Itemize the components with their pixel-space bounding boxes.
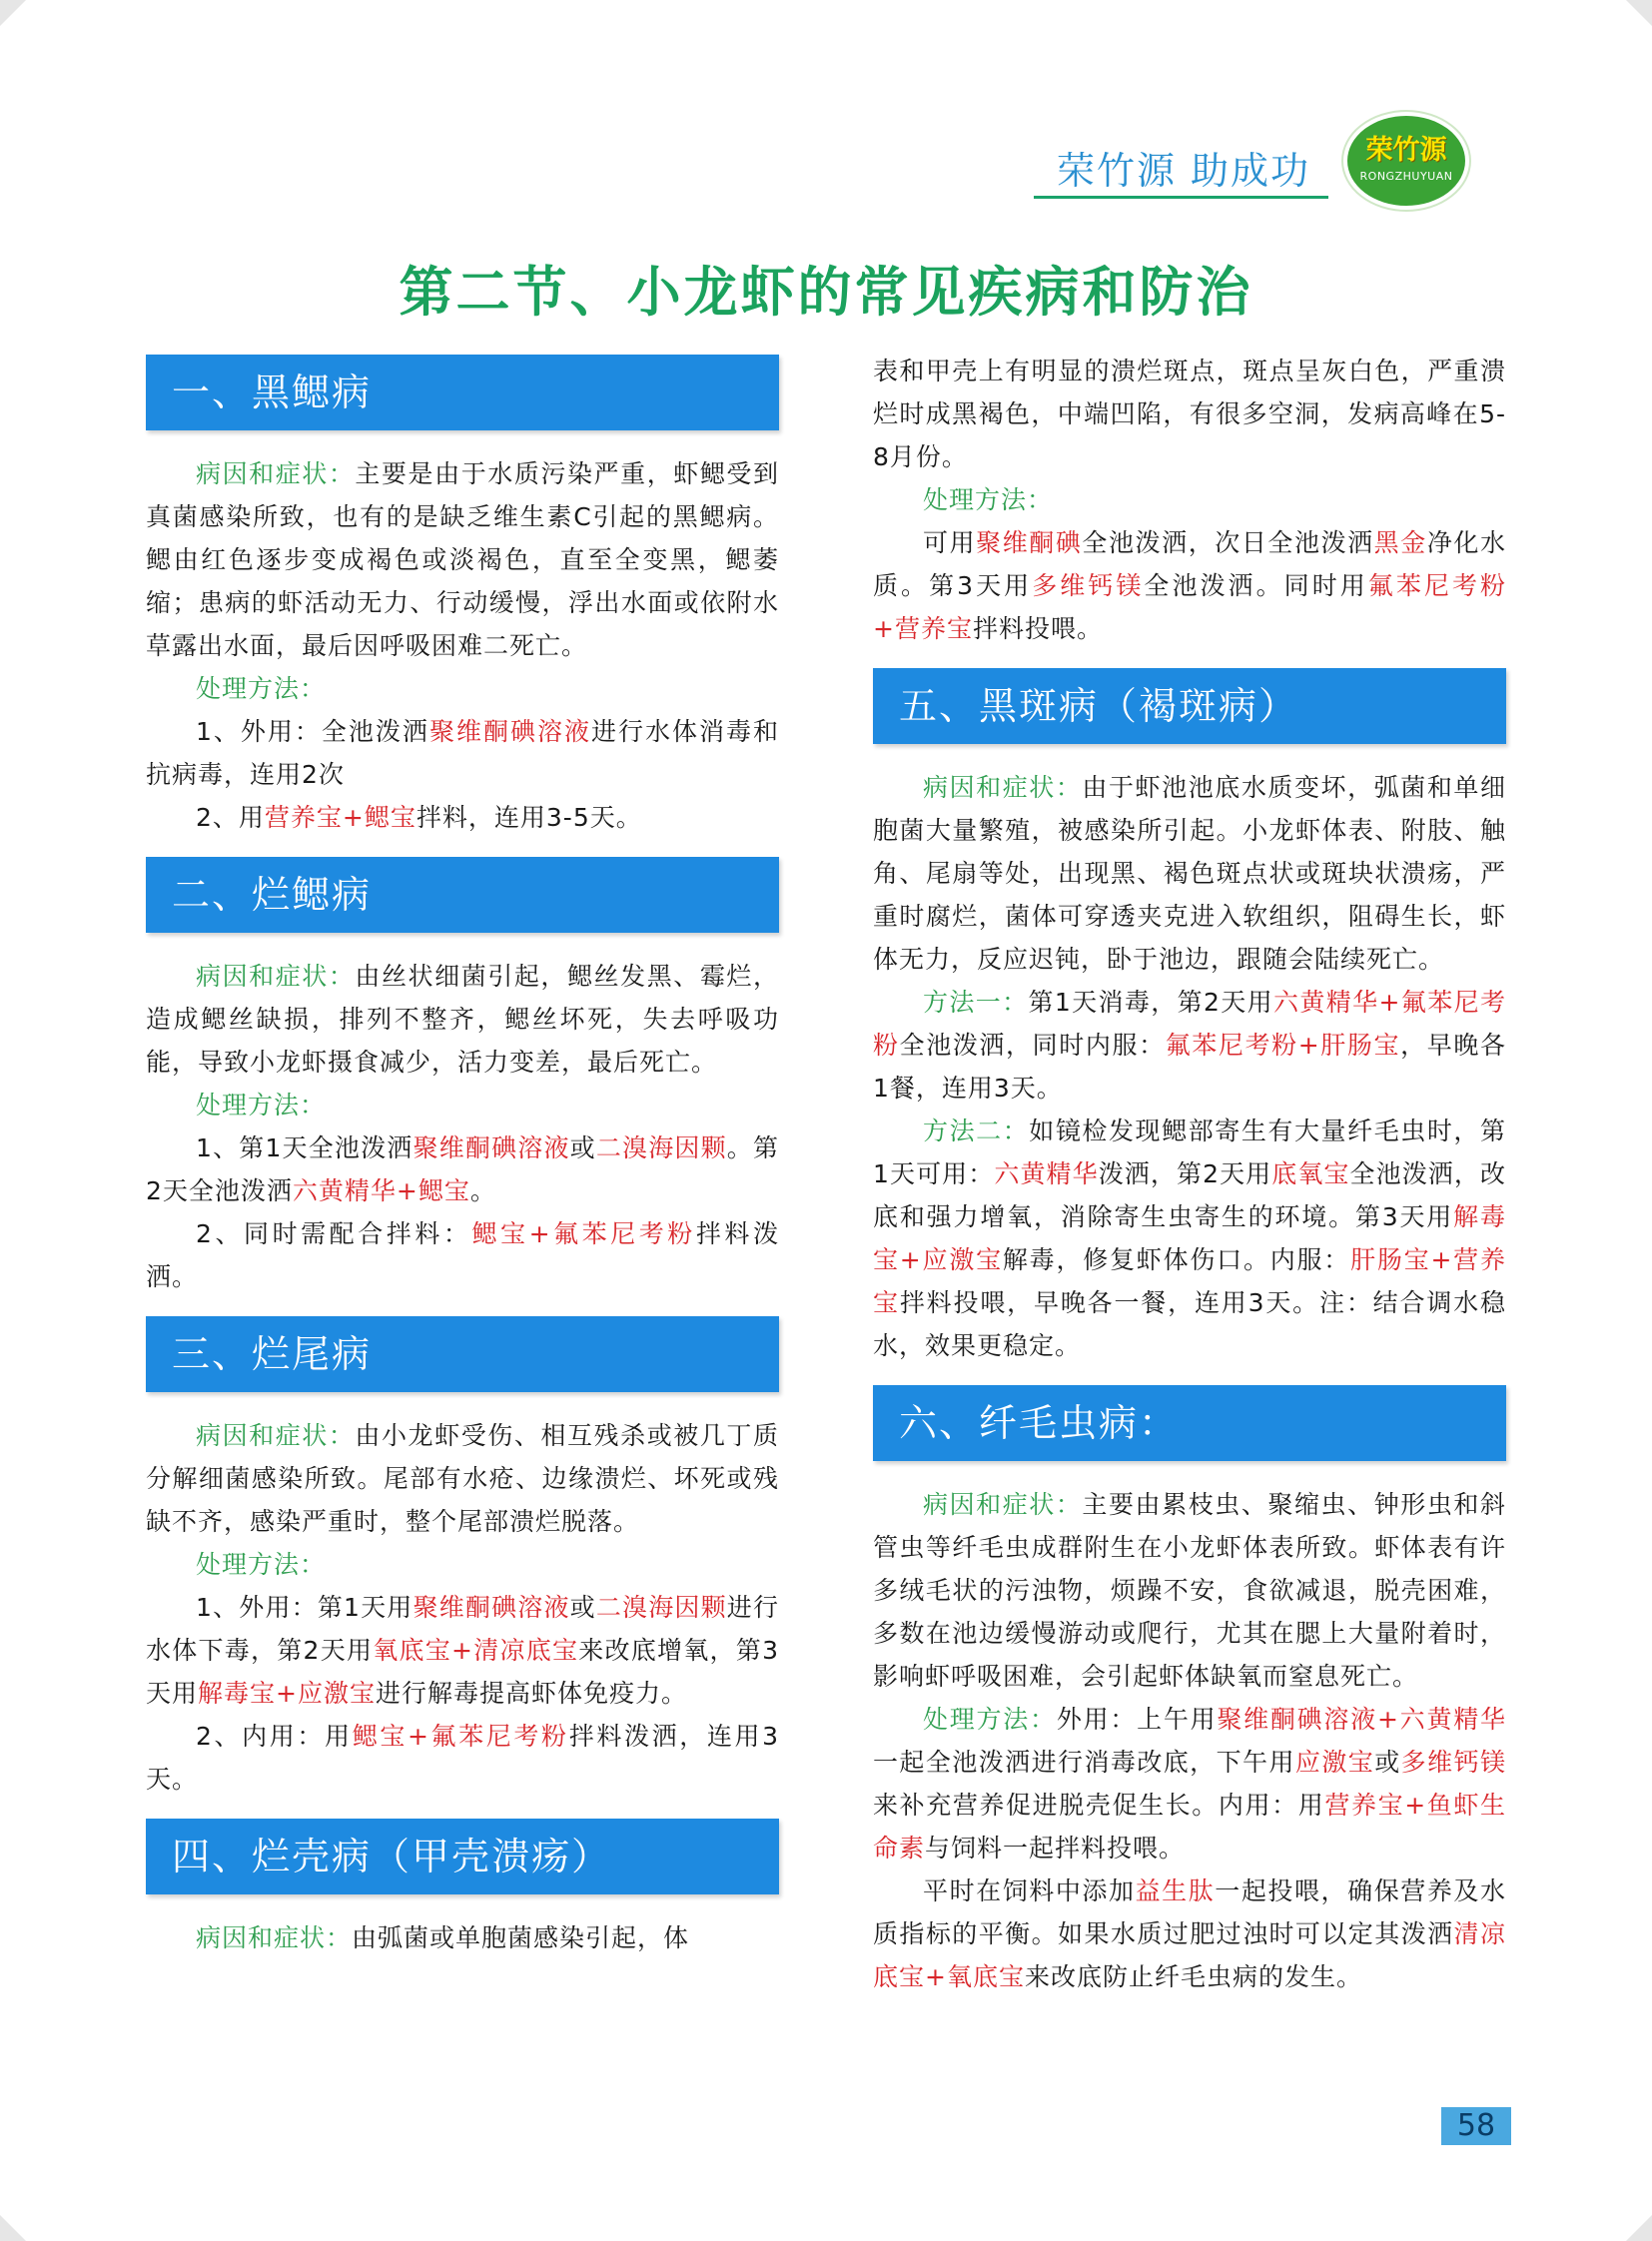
text: 来改底防止纤毛虫病的发生。 bbox=[1024, 1962, 1362, 1991]
product-name: 氟苯尼考粉 bbox=[1165, 1031, 1298, 1060]
text: 来改底增氧，第3天用 bbox=[146, 1636, 779, 1708]
method-label: 方法一： bbox=[923, 988, 1029, 1017]
product-name: 营养宝 bbox=[1324, 1791, 1405, 1820]
treatment-step bbox=[146, 1126, 779, 1212]
product-name: 肝肠宝 bbox=[1350, 1245, 1431, 1274]
text: 。 bbox=[469, 1176, 496, 1205]
text: 如镜检发现鳃部寄生有大量纤毛虫时，第1天可用： bbox=[873, 1117, 1506, 1188]
product-name: 鳃宝 bbox=[364, 803, 416, 832]
cause-paragraph bbox=[146, 1916, 779, 1959]
section-header-rotten-gill: 二、烂鳃病 bbox=[146, 857, 779, 933]
cause-text: 由于虾池池底水质变坏，弧菌和单细胞菌大量繁殖，被感染所引起。小龙虾体表、附肢、触角、尾扇等处，出现黑、褐色斑点状或斑块状溃疡，严重时腐烂，菌体可穿透夹克进入软组织，阻碍生长，虾体无力，反应迟钝，卧于池边，跟随会陆续死亡。 bbox=[873, 773, 1506, 974]
text: 1、第1天全池泼洒 bbox=[196, 1133, 413, 1162]
plus: + bbox=[276, 1679, 298, 1708]
plus: + bbox=[342, 803, 365, 832]
spacer bbox=[146, 1298, 779, 1316]
product-name: 鱼虾生命素 bbox=[873, 1791, 1506, 1863]
method-two bbox=[873, 1110, 1506, 1367]
plus: + bbox=[1430, 1245, 1453, 1274]
text: 全池泼洒，改底和强力增氧，消除寄生虫寄生的环境。第3天用 bbox=[873, 1159, 1506, 1231]
product-name: 肝肠宝 bbox=[1319, 1031, 1401, 1060]
page-number: 58 bbox=[1441, 2107, 1511, 2145]
text: 2、内用：用 bbox=[196, 1722, 353, 1751]
text: 可用 bbox=[923, 528, 977, 557]
product-name: 二溴海因颗 bbox=[595, 1593, 727, 1622]
treatment-step bbox=[146, 1212, 779, 1298]
text: 拌料泼洒。 bbox=[146, 1219, 779, 1291]
product-name: 氟苯尼考粉 bbox=[1367, 571, 1506, 600]
plus: + bbox=[925, 1962, 947, 1991]
product-name: 多维钙镁 bbox=[1032, 571, 1145, 600]
text: 外用：上午用 bbox=[1056, 1705, 1218, 1734]
plus: + bbox=[407, 1722, 429, 1751]
treatment-step bbox=[873, 1698, 1506, 1869]
page-corner bbox=[0, 0, 26, 26]
text: 净化水质。第3天用 bbox=[873, 528, 1506, 600]
treatment-step bbox=[146, 1586, 779, 1715]
text: 或 bbox=[569, 1593, 596, 1622]
page-corner bbox=[1626, 2215, 1652, 2241]
section-header-black-spot: 五、黑斑病（褐斑病） bbox=[873, 668, 1506, 744]
product-name: 黑金 bbox=[1373, 528, 1427, 557]
product-name: 营养宝 bbox=[264, 803, 343, 832]
text: 拌料泼洒，连用3天。 bbox=[146, 1722, 779, 1794]
product-name: 营养宝 bbox=[894, 614, 973, 643]
page-title: 第二节、小龙虾的常见疾病和防治 bbox=[399, 261, 1253, 324]
product-name: 应激宝 bbox=[1294, 1748, 1375, 1777]
cause-text: 由弧菌或单胞菌感染引起，体 bbox=[352, 1923, 690, 1952]
product-name: 解毒宝 bbox=[198, 1679, 277, 1708]
left-column bbox=[146, 355, 779, 1959]
plus: + bbox=[873, 614, 895, 643]
brand-logo bbox=[1343, 112, 1469, 210]
cause-paragraph bbox=[146, 1414, 779, 1543]
text: 拌料投喂。 bbox=[972, 614, 1103, 643]
text: 进行解毒提高虾体免疫力。 bbox=[376, 1679, 688, 1708]
product-name: 清凉底宝 bbox=[472, 1636, 579, 1665]
product-name: 营养宝 bbox=[873, 1245, 1506, 1317]
product-name: 六黄精华 bbox=[994, 1159, 1099, 1188]
product-name: 益生肽 bbox=[1135, 1876, 1216, 1905]
text: 全池泼洒，次日全池泼洒 bbox=[1082, 528, 1374, 557]
cause-label: 病因和症状： bbox=[196, 1421, 356, 1450]
product-name: 聚维酮碘溶液 bbox=[413, 1593, 570, 1622]
cause-label: 病因和症状： bbox=[196, 1923, 353, 1952]
product-name: 氧底宝 bbox=[946, 1962, 1025, 1991]
cause-paragraph bbox=[146, 452, 779, 667]
text: 1、外用：全池泼洒 bbox=[196, 717, 429, 746]
plus: + bbox=[528, 1219, 551, 1248]
cause-label: 病因和症状： bbox=[923, 1490, 1083, 1519]
product-name: 清凉底宝 bbox=[873, 1919, 1506, 1991]
cause-text: 主要是由于水质污染严重，虾鳃受到真菌感染所致，也有的是缺乏维生素C引起的黑鳃病。鳃由红色逐步变成褐色或淡褐色，直至全变黑，鳃萎缩；患病的虾活动无力、行动缓慢，浮出水面或依附水草露出水面，最后因呼吸困难二死亡。 bbox=[146, 459, 779, 660]
spacer bbox=[146, 839, 779, 857]
product-name: 氟苯尼考粉 bbox=[428, 1722, 569, 1751]
treatment-label: 处理方法： bbox=[923, 1705, 1057, 1734]
plus: + bbox=[1376, 1705, 1399, 1734]
text: 拌料，连用3-5天。 bbox=[415, 803, 642, 832]
spacer bbox=[873, 1367, 1506, 1385]
text: 与饲料一起拌料投喂。 bbox=[925, 1834, 1186, 1863]
product-name: 聚维酮碘溶液 bbox=[413, 1133, 570, 1162]
product-name: 聚维酮碘溶液 bbox=[428, 717, 591, 746]
treatment-label: 处理方法： bbox=[196, 674, 327, 703]
text: 或 bbox=[569, 1133, 596, 1162]
method-one bbox=[873, 981, 1506, 1110]
treatment-step bbox=[146, 1715, 779, 1801]
treatment-step bbox=[146, 796, 779, 839]
text: 全池泼洒，同时内服： bbox=[899, 1031, 1166, 1060]
product-name: 应激宝 bbox=[297, 1679, 376, 1708]
product-name: 氟苯尼考粉 bbox=[550, 1219, 696, 1248]
text: 1、外用：第1天用 bbox=[196, 1593, 413, 1622]
header-slogan: 荣竹源 助成功 bbox=[1056, 149, 1311, 193]
plus: + bbox=[451, 1636, 473, 1665]
logo-en-text: RONGZHUYUAN bbox=[1359, 170, 1453, 183]
section-header-ciliate: 六、纤毛虫病： bbox=[873, 1385, 1506, 1461]
daily-advice bbox=[873, 1869, 1506, 1998]
product-name: 六黄精华 bbox=[1273, 988, 1379, 1017]
cause-label: 病因和症状： bbox=[196, 459, 356, 488]
cause-paragraph bbox=[146, 955, 779, 1084]
text: 来补充营养促进脱壳促生长。内用：用 bbox=[873, 1791, 1325, 1820]
text: 。第2天全池泼洒 bbox=[146, 1133, 779, 1205]
treatment-label: 处理方法： bbox=[196, 1091, 327, 1120]
treatment-step bbox=[146, 710, 779, 796]
cause-continuation: 表和甲壳上有明显的溃烂斑点，斑点呈灰白色，严重溃烂时成黑褐色，中端凹陷，有很多空洞，发病高峰在5-8月份。 bbox=[873, 357, 1506, 471]
right-column bbox=[873, 350, 1506, 1998]
product-name: 鳃宝 bbox=[471, 1219, 529, 1248]
product-name: 解毒宝 bbox=[873, 1202, 1506, 1274]
product-name: 氟苯尼考粉 bbox=[873, 988, 1506, 1060]
product-name: 多维钙镁 bbox=[1400, 1748, 1506, 1777]
cause-label: 病因和症状： bbox=[196, 962, 356, 991]
page-corner bbox=[1626, 0, 1652, 26]
product-name: 氧底宝 bbox=[373, 1636, 452, 1665]
text: 第1天消毒，第2天用 bbox=[1028, 988, 1274, 1017]
text: 一起全池泼洒进行消毒改底，下午用 bbox=[873, 1748, 1295, 1777]
plus: + bbox=[1378, 988, 1401, 1017]
product-name: 鳃宝 bbox=[417, 1176, 470, 1205]
plus: + bbox=[899, 1245, 922, 1274]
text: 进行水体消毒和抗病毒，连用2次 bbox=[146, 717, 779, 789]
text: 泼洒，第2天用 bbox=[1098, 1159, 1272, 1188]
slogan-underline bbox=[1034, 196, 1328, 199]
product-name: 聚维酮碘溶液 bbox=[1217, 1705, 1377, 1734]
text: 一起投喂，确保营养及水质指标的平衡。如果水质过肥过浊时可以定其泼洒 bbox=[873, 1876, 1506, 1948]
text: 全池泼洒。同时用 bbox=[1144, 571, 1368, 600]
text: 进行水体下毒，第2天用 bbox=[146, 1593, 779, 1665]
product-name: 鳃宝 bbox=[352, 1722, 408, 1751]
text: 平时在饲料中添加 bbox=[923, 1876, 1136, 1905]
text: 拌料投喂，早晚各一餐，连用3天。注：结合调水稳水，效果更稳定。 bbox=[873, 1288, 1506, 1360]
text: 解毒，修复虾体伤口。内服： bbox=[1002, 1245, 1351, 1274]
cause-paragraph bbox=[873, 1483, 1506, 1698]
cause-text: 主要由累枝虫、聚缩虫、钟形虫和斜管虫等纤毛虫成群附生在小龙虾体表所致。虾体表有许多绒毛状的污浊物，烦躁不安，食欲减退，脱壳困难，多数在池边缓慢游动或爬行，尤其在腮上大量附着时，影响虾呼吸困难，会引起虾体缺氧而窒息死亡。 bbox=[873, 1490, 1506, 1691]
section-header-rotten-shell: 四、烂壳病（甲壳溃疡） bbox=[146, 1819, 779, 1894]
spacer bbox=[146, 1801, 779, 1819]
text: 或 bbox=[1374, 1748, 1401, 1777]
section-header-black-gill: 一、黑鳃病 bbox=[146, 355, 779, 430]
cause-paragraph bbox=[873, 766, 1506, 981]
product-name: 六黄精华 bbox=[1398, 1705, 1506, 1734]
method-label: 方法二： bbox=[923, 1117, 1030, 1145]
text: 2、用 bbox=[196, 803, 265, 832]
treatment-label: 处理方法： bbox=[923, 485, 1054, 514]
product-name: 应激宝 bbox=[921, 1245, 1003, 1274]
text: 2、同时需配合拌料： bbox=[196, 1219, 472, 1248]
cause-label: 病因和症状： bbox=[923, 773, 1083, 802]
product-name: 聚维酮碘 bbox=[976, 528, 1083, 557]
product-name: 二溴海因颗 bbox=[595, 1133, 727, 1162]
cause-text: 由丝状细菌引起，鳃丝发黑、霉烂，造成鳃丝缺损，排列不整齐，鳃丝坏死，失去呼吸功能，导致小龙虾摄食减少，活力变差，最后死亡。 bbox=[146, 962, 779, 1077]
text: ，早晚各1餐，连用3天。 bbox=[873, 1031, 1506, 1103]
plus: + bbox=[1404, 1791, 1427, 1820]
cause-text: 由小龙虾受伤、相互残杀或被几丁质分解细菌感染所致。尾部有水疮、边缘溃烂、坏死或残缺不齐，感染严重时，整个尾部溃烂脱落。 bbox=[146, 1421, 779, 1536]
page-corner bbox=[0, 2215, 26, 2241]
section-header-rotten-tail: 三、烂尾病 bbox=[146, 1316, 779, 1392]
plus: + bbox=[396, 1176, 418, 1205]
logo-cn-text: 荣竹源 bbox=[1365, 135, 1447, 166]
plus: + bbox=[1297, 1031, 1320, 1060]
product-name: 六黄精华 bbox=[292, 1176, 397, 1205]
product-name: 底氧宝 bbox=[1271, 1159, 1350, 1188]
treatment-step bbox=[873, 521, 1506, 650]
spacer bbox=[873, 650, 1506, 668]
treatment-label: 处理方法： bbox=[196, 1550, 327, 1579]
